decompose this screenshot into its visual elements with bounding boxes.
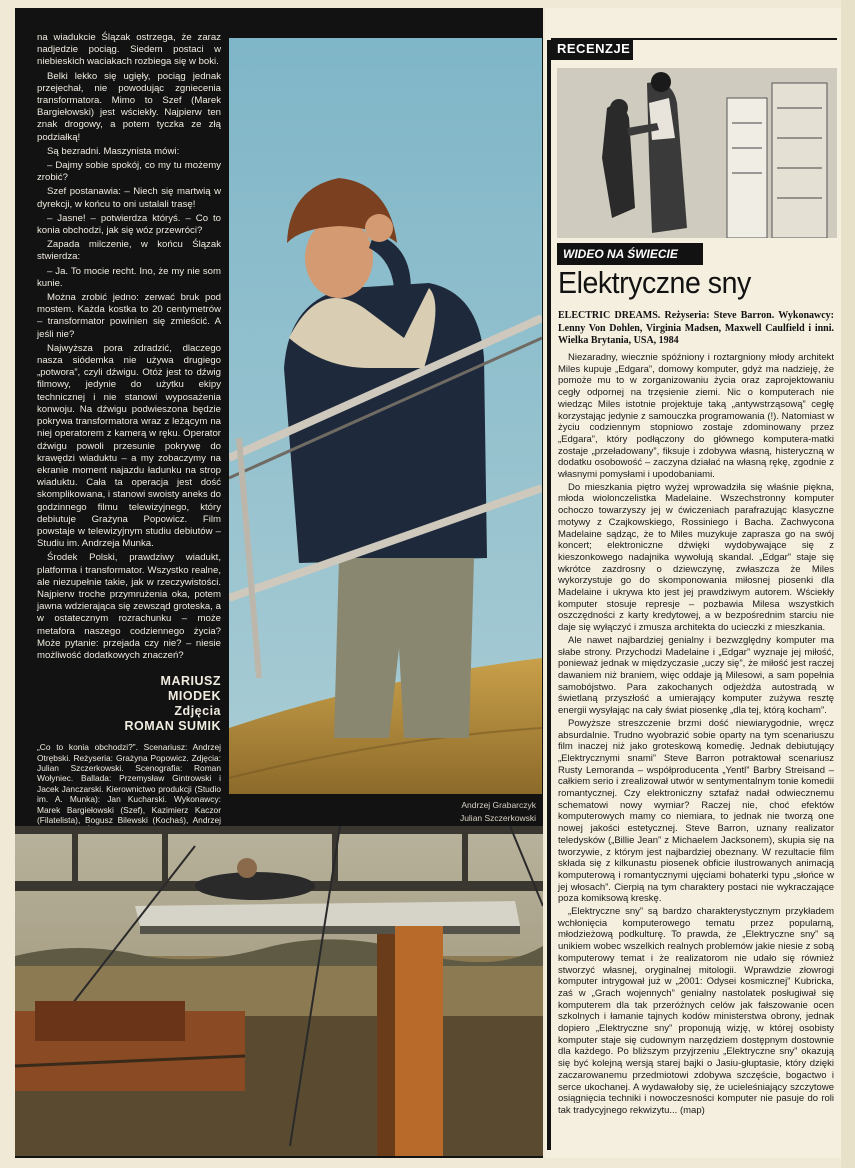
film-still-photo xyxy=(557,68,837,238)
category-tag: WIDEO NA ŚWIECIE xyxy=(557,243,703,265)
film-credits: „Co to konia obchodzi?”. Scenariusz: Andrzej Otrębski. Reżyseria: Grażyna Popowicz. Zdjęcia: Julian Szczerkowski. Scenografia: Roman Wołyniec. Ballada: Przemysław Gintrowski i Jacek Janczarski. Kierownictwo produkcji (Studio im. A. Munka): Jan Kucharski. Wykonawcy: Marek Bargiełowski (Szef), Kazimierz Kaczor (Filatelista), Bogusz Bilewski (Kochaś), Andrzej xyxy=(37,742,221,825)
film-still-image xyxy=(557,68,837,238)
article-paragraph: Szef postanawia: – Niech się martwią w dyrekcji, w końcu to oni ustalali trasę! xyxy=(37,186,221,210)
crane-photo-image xyxy=(15,826,543,1156)
section-label-text: RECENZJE xyxy=(557,41,631,56)
actor-photo xyxy=(229,38,542,794)
author-byline xyxy=(37,674,221,734)
photo-caption-1: Andrzej Grabarczyk xyxy=(461,800,536,810)
article-paragraph: – Dajmy sobie spokój, co my tu możemy zrobić? xyxy=(37,160,221,184)
review-paragraph: „Elektryczne sny” są bardzo charakterystycznym przykładem wchłonięcia komputerowego tematu przez popularną, młodzieżową podkulturę. To prawda, że „Elektryczne sny” są unikiem wobec wszelkich realnych problemów jakie niesie z sobą komputerowy temat i że realizatorom nie udało się również stworzyć własnej, oryginalnej mitologii. Wprawdzie złowrogi komputer intrygował już w „2001: Odysei kosmicznej” Kubricka, zaś w „Grach wojennych” genialny nastolatek posługiwał się komputerem dla tak przeróżnych celów jak fałszowanie ocen szkolnych i łamanie tajnych kodów ministerstwa obrony, jednak dopiero „Elektryczne sny” proponują wizję, w której osobisty komputer staje się cudownym narzędziem dostępnym dostownie dla każdego. Po bliższym przyjrzeniu „Elektryczne sny” okazują się być kolejną wersją starej bajki o Jasiu-głuptasie, który dzięki zaczarowanemu przedmiotowi zdobywa szczęście, bogactwo i serce ukochanej. A wydawałoby się, że ucieleśniający szczytowe osiągnięcia techniki i nowoczesności komputer nie pasuje do roli tak tradycyjnego rekwizytu... (map) xyxy=(558,906,834,1116)
review-paragraph: Ale nawet najbardziej genialny i bezwzględny komputer ma słabe strony. Przychodzi Madelaine i „Edgar” wyznaje jej miłość, ponieważ jednak w międzyczasie „uczy się”, że miłość jest raczej dawaniem niż braniem, więc oddaje ją Milesowi, a sam popełnia samobójstwo. Para zakochanych odjeżdża autostradą w świetlaną przyszłość a umierający komputer zużywa resztę energii wysyłając na cały świat piosenkę „dla tej, którą kocham”. xyxy=(558,634,834,717)
article-paragraph: Najwyższa pora zdradzić, dlaczego nasza siódemka nie używa drugiego „potwora”, czyli dźwigu. Otóż jest to dźwig filmowy, jedynie do użytku ekipy technicznej i nie stanowi wyposażenia konwoju. Na dźwigu podwieszona będzie pokrywa transformatora wraz z leżącym na niej operatorem z kamerą w ręku. Operator dźwigu powoli przesunie pokrywę do krawędzi wiaduktu – a my zobaczymy na ekranie moment najazdu ładunku na strop wiaduktu. Cała ta operacja jest dość skomplikowana, i stanowi swoisty aneks do godzinnego filmu telewizyjnego, który debiutuje Grażyna Popowicz. Film powstaje w telewizyjnym studiu debiutów – Studiu im. Andrzeja Munka. xyxy=(37,342,221,550)
article-paragraph: Można zrobić jedno: zerwać bruk pod mostem. Każda kostka to 20 centymetrów – transformator powinien się zmieścić. A jeśli nie? xyxy=(37,292,221,340)
actor-photo-image xyxy=(229,38,542,794)
article-paragraph: Środek Polski, prawdziwy wiadukt, platforma i transformator. Wszystko realne, ale niezupełnie takie, jak w rzeczywistości. Najpierw troche przymrużenia oka, potem jawna wdzierająca się zewsząd groteska, a w ostatecznym rozrachunku – może metafora naszego codziennego życia? Może pytanie: przejada czy nie? – niesie możliwość dodatkowych znaczeń? xyxy=(37,552,221,661)
photographer-name: ROMAN SUMIK xyxy=(124,719,221,734)
crane-photo xyxy=(15,826,543,1156)
review-paragraph: Niezaradny, wiecznie spóźniony i roztargniony młody architekt Miles kupuje „Edgara”, domowy komputer, gdyż ma nadzieję, że pomoże mu to w zorganizowaniu życia oraz zaprojektowaniu cegły odpornej na trzęsienie ziemi. Nic o komputerach nie wiedząc Miles istotnie projektuje taką „antywstrząsową” cegłę korzystając jedynie z samouczka programowania (!). Natomiast w życiu codziennym stopniowo zostaje zdominowany przez „Edgara”, który podłączony do głównego komputera-matki zostaje „przeładowany”, fiksuje i zdobywa własną, histeryczną w dodatku osobowość – zaczyna działać na własną rękę, zgodnie z własnymi pomysłami i upodobaniami. xyxy=(558,352,834,481)
page-edge xyxy=(841,0,855,1168)
author-first-name: MARIUSZ xyxy=(160,674,221,689)
author-last-name: MIODEK xyxy=(168,689,221,704)
section-label xyxy=(551,38,633,60)
review-paragraph: Powyższe streszczenie brzmi dość niewiarygodnie, wręcz absurdalnie. Trudno wyobrazić sobie oparty na tym scenariuszu film inaczej niż jako groteskową komedię. Jednak debiutujący „Elektrycznymi snami” Steve Barron potraktował scenariusz Rusty Lemoranda – współproducenta „Yentl” Barbry Streisand – całkiem serio i zrealizował utwór w sentymentalnym tonie komedii romantycznej. Czy elektroniczny sztafaż nadał odwiecznemu schematowi nowy wymiar? Raczej nie, choć efektów komputerowych mamy co niemiara, to jednak nie tworzą one nowej jakości estetycznej. Steve Barron, uznany realizator teledysków („Billie Jean” z Michaelem Jacksonem), skupia się na tworzywie, z którym jest najbardziej obeznany. W rezultacie film składa się z kilkunastu piosenek obficie ilustrowanych animacją komputerową i romantycznymi ujęciami bohaterki typu „słońce w jej włosach”. Cierpią na tym charaktery postaci nie wykraczające poza komiksową kreskę. xyxy=(558,717,834,905)
photo-credit-label: Zdjęcia xyxy=(174,704,221,719)
article-paragraph: Zapada milczenie, w końcu Ślązak stwierdza: xyxy=(37,239,221,263)
review-lead: ELECTRIC DREAMS. Reżyseria: Steve Barron. Wykonawcy: Lenny Von Dohlen, Virginia Madsen, Maxwell Caulfield i inni. Wielka Brytania, USA, 1984 xyxy=(558,310,834,347)
article-paragraph: Belki lekko się ugięły, pociąg jednak przejechał, nie powodując zgniecenia transformatora. Mimo to Szef (Marek Bargiełowski) jest wściekły. Najpierw ten znak drogowy, a potem tyczka ze złą podziałką! xyxy=(37,70,221,143)
review-paragraph: Do mieszkania piętro wyżej wprowadziła się właśnie piękna, młoda wiolonczelistka Madelaine. Wszechstronny komputer ochoczo towarzyszy jej w ćwiczeniach parafrazując klasyczne motywy z Czajkowskiego, Rossiniego i Bacha. Zachwycona Madelaine sądząc, że to Miles muzykuje zaprasza go na swój koncert; elektroniczne dźwięki wydobywające się z kieszonkowego nadajnika wywołują skandal. „Edgar” staje się wkrótce zazdrosny o dziewczynę, zwłaszcza że Miles wykorzystuje go do skomponowania miłosnej piosenki dla Madelaine i ukrywa kto jest jej prawdziwym autorem. Wściekły komputer stosuje represje – pozbawia Milesa wszystkich oszczędności z karty kredytowej, a w bezpośrednim starciu nie daje się wyłączyć i zmusza architekta do ucieczki z mieszkania. xyxy=(558,481,834,634)
review-title: Elektryczne sny xyxy=(558,265,751,300)
article-paragraph: na wiadukcie Ślązak ostrzega, że zaraz nadjedzie pociąg. Siedem postaci w niebieskich waciakach rozbiega się w boki. xyxy=(37,32,221,68)
left-article-column xyxy=(37,32,221,857)
photo-caption-2: Julian Szczerkowski xyxy=(459,813,536,823)
review-body xyxy=(558,352,834,1118)
review-top-rule xyxy=(633,38,837,40)
article-paragraph: – Ja. To mocie recht. Ino, że my nie som kunie. xyxy=(37,265,221,289)
article-paragraph: – Jasne! – potwierdza któryś. – Co to konia obchodzi, jak się wóz przewróci? xyxy=(37,212,221,237)
review-column-border xyxy=(547,40,551,1150)
article-paragraph: Są bezradni. Maszynista mówi: xyxy=(47,145,180,157)
